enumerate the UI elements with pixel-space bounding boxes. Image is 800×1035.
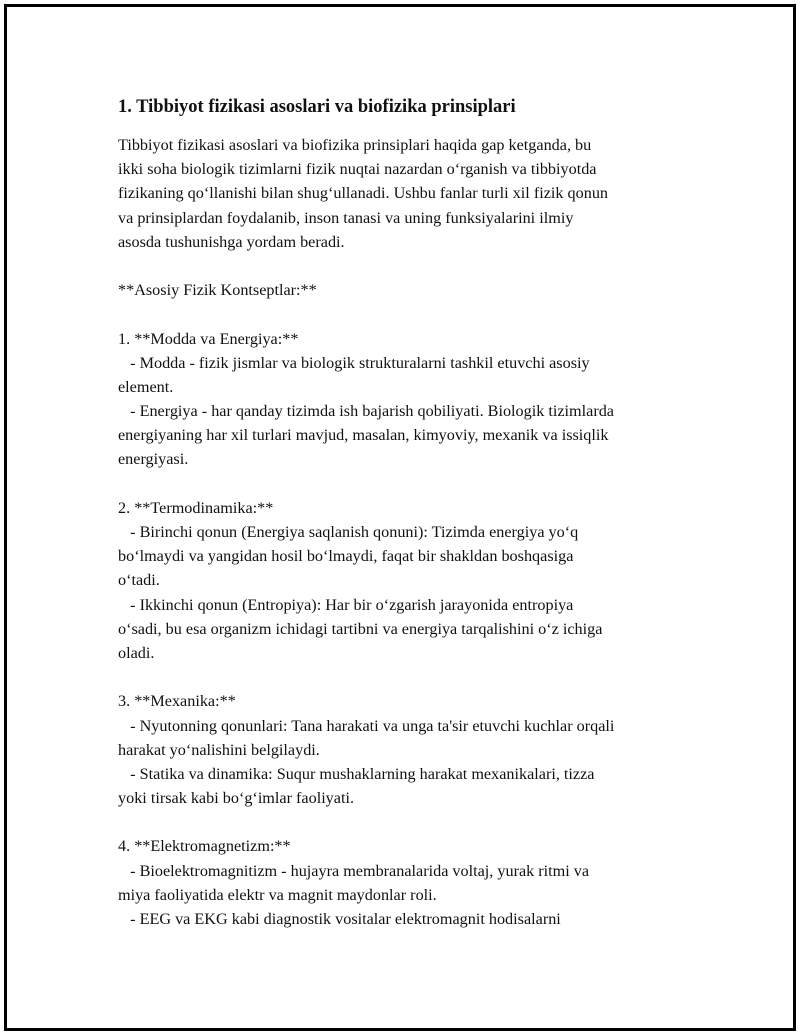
concept-section: [118, 496, 758, 665]
section-heading: 4. **Elektromagnetizm:**: [118, 837, 291, 856]
concepts-heading: **Asosiy Fizik Kontseptlar:**: [118, 281, 317, 300]
section-line: - Birinchi qonun (Energiya saqlanish qonuni): Tizimda energiya yo‘q: [118, 523, 579, 541]
section-line: energiyasi.: [118, 450, 189, 469]
intro-line: va prinsiplardan foydalanib, inson tanasi va uning funksiyalarini ilmiy: [118, 208, 574, 227]
section-line: - Nyutonning qonunlari: Tana harakati va unga ta'sir etuvchi kuchlar orqali: [118, 716, 615, 735]
intro-line: Tibbiyot fizikasi asoslari va biofizika prinsiplari haqida gap ketganda, bu: [118, 136, 592, 154]
section-line: - Ikkinchi qonun (Entropiya): Har bir o‘zgarish jarayonida entropiya: [118, 595, 574, 614]
section-heading: 1. **Modda va Energiya:**: [118, 329, 299, 348]
concept-sections: [118, 327, 758, 932]
section-line: yoki tirsak kabi bo‘g‘imlar faoliyati.: [118, 789, 355, 808]
section-line: - Statika va dinamika: Suqur mushaklarning harakat mexanikalari, tizza: [118, 764, 595, 783]
concepts-heading-block: [118, 278, 758, 302]
intro-line: fizikaning qo‘llanishi bilan shug‘ullanadi. Ushbu fanlar turli xil fizik qonun: [118, 184, 609, 203]
intro-line: asosda tushunishga yordam beradi.: [118, 232, 345, 251]
intro-paragraph: [118, 133, 758, 254]
section-line: energiyaning har xil turlari mavjud, masalan, kimyoviy, mexanik va issiqlik: [118, 426, 609, 445]
section-line: - Bioelektromagnitizm - hujayra membranalarida voltaj, yurak ritmi va: [118, 861, 590, 880]
section-line: harakat yo‘nalishini belgilaydi.: [118, 740, 320, 759]
section-line: bo‘lmaydi va yangidan hosil bo‘lmaydi, faqat bir shakldan boshqasiga: [118, 547, 574, 566]
section-line: - EEG va EKG kabi diagnostik vositalar elektromagnit hodisalarni: [118, 910, 561, 928]
section-line: - Modda - fizik jismlar va biologik strukturalarni tashkil etuvchi asosiy: [118, 353, 590, 372]
section-line: o‘tadi.: [118, 571, 160, 590]
document-body: [118, 95, 758, 955]
intro-line: ikki soha biologik tizimlarni fizik nuqtai nazardan o‘rganish va tibbiyotda: [118, 160, 597, 179]
section-line: element.: [118, 377, 174, 396]
section-line: miya faoliyatida elektr va magnit maydonlar roli.: [118, 885, 437, 904]
section-line: - Energiya - har qanday tizimda ish bajarish qobiliyati. Biologik tizimlarda: [118, 402, 614, 421]
concept-section: [118, 689, 758, 810]
concept-section: [118, 327, 758, 472]
document-title: 1. Tibbiyot fizikasi asoslari va biofizika prinsiplari: [118, 97, 516, 117]
section-heading: 3. **Mexanika:**: [118, 692, 236, 711]
section-line: oladi.: [118, 643, 155, 662]
concept-section: [118, 834, 758, 931]
section-heading: 2. **Termodinamika:**: [118, 498, 274, 517]
section-line: o‘sadi, bu esa organizm ichidagi tartibni va energiya tarqalishini o‘z ichiga: [118, 619, 603, 638]
